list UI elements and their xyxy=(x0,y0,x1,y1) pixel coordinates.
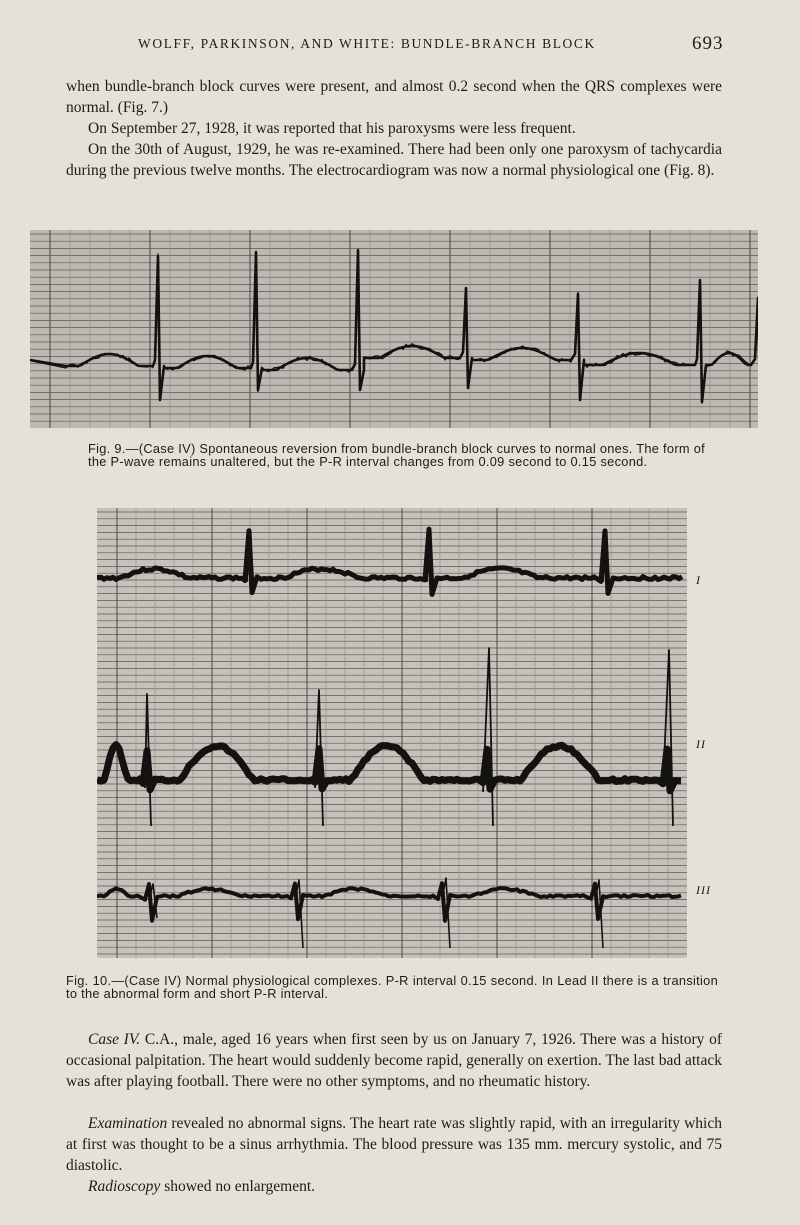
radioscopy-text: showed no enlargement. xyxy=(164,1178,316,1195)
case-paragraph xyxy=(66,1029,722,1092)
examination-heading: Examination xyxy=(88,1115,168,1132)
radioscopy-paragraph xyxy=(66,1176,722,1197)
figure-9-ecg-strip xyxy=(30,230,758,428)
running-head: WOLFF, PARKINSON, AND WHITE: BUNDLE-BRANCH BLOCK xyxy=(138,36,596,51)
paragraph-continuation: when bundle-branch block curves were present, and almost 0.2 second when the QRS complexes were normal. (Fig. 7.) xyxy=(66,78,722,116)
figure-9-caption: Fig. 9.—(Case IV) Spontaneous reversion from bundle-branch block curves to normal ones. The form of the P-wave remains unaltered, but the P-R interval changes from 0.09 second to 0.15 second. xyxy=(88,441,705,469)
lead-label-2: II xyxy=(696,737,706,751)
case-text: C.A., male, aged 16 years when first seen by us on January 7, 1926. There was a history of occasional palpitation. The heart would suddenly become rapid, generally on exertion. The last bad attack was after playing football. There were no other symptoms, and no rheumatic history. xyxy=(66,1031,723,1090)
paragraph-august: On the 30th of August, 1929, he was re-examined. There had been only one paroxysm of tachycardia during the previous twelve months. The electrocardiogram was now a normal physiological one (Fig. 8). xyxy=(66,141,722,179)
page-number: 693 xyxy=(692,33,724,54)
lead-label-3: III xyxy=(696,883,711,897)
case-heading: Case IV. xyxy=(88,1031,141,1048)
page-header xyxy=(0,33,800,60)
examination-paragraph xyxy=(66,1113,722,1176)
ecg-paper xyxy=(30,230,758,428)
figure-10-caption: Fig. 10.—(Case IV) Normal physiological complexes. P-R interval 0.15 second. In Lead II there is a transition to the abnormal form and short P-R interval. xyxy=(66,973,718,1001)
lead-label-1: I xyxy=(696,573,701,587)
paragraph-september: On September 27, 1928, it was reported that his paroxysms were less frequent. xyxy=(88,120,576,137)
examination-text: revealed no abnormal signs. The heart rate was slightly rapid, with an irregularity which at first was thought to be a sinus arrhythmia. The blood pressure was 135 mm. mercury systolic, and 75 diastolic. xyxy=(66,1115,722,1174)
radioscopy-heading: Radioscopy xyxy=(88,1178,161,1195)
figure-10-ecg-leads xyxy=(97,508,687,958)
